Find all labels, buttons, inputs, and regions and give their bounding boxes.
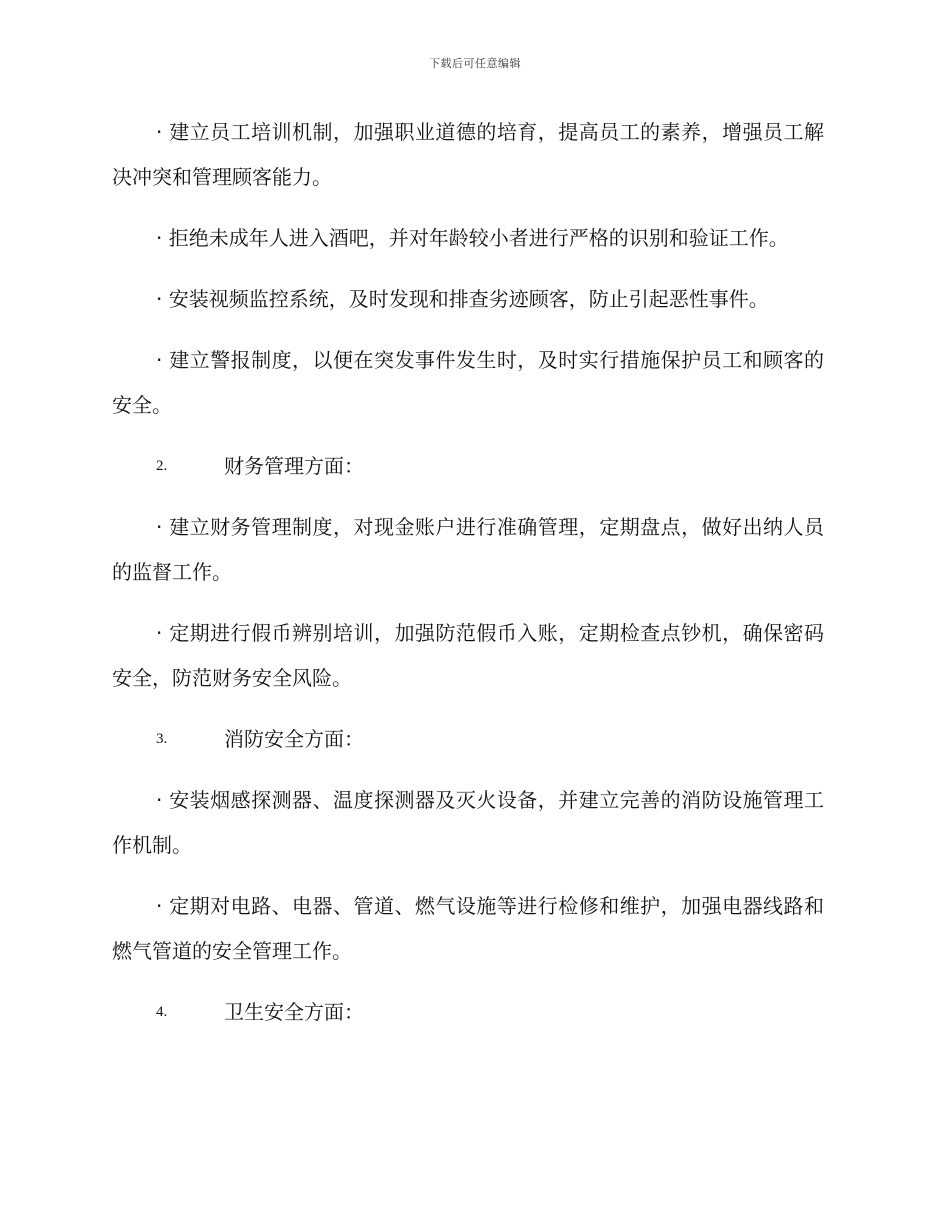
header-note: 下载后可任意编辑 (429, 57, 521, 70)
section-number: 2. (156, 458, 168, 474)
section-number: 4. (156, 1004, 168, 1020)
bullet-paragraph: · 建立财务管理制度，对现金账户进行准确管理，定期盘点，做好出纳人员的监督工作。 (112, 515, 824, 584)
bullet-paragraph: · 安装烟感探测器、温度探测器及灭火设备，并建立完善的消防设施管理工作机制。 (112, 788, 824, 857)
bullet-paragraph: · 定期对电路、电器、管道、燃气设施等进行检修和维护，加强电器线路和燃气管道的安全管理工作。 (112, 894, 824, 963)
bullet-paragraph: · 建立警报制度，以便在突发事件发生时，及时实行措施保护员工和顾客的安全。 (112, 348, 824, 417)
section-heading-4 (112, 990, 824, 1035)
document-body (112, 110, 824, 1051)
section-heading-2 (112, 444, 824, 489)
section-heading-3 (112, 717, 824, 762)
bullet-paragraph: · 建立员工培训机制，加强职业道德的培育，提高员工的素养，增强员工解决冲突和管理顾客能力。 (112, 120, 824, 189)
section-title: 消防安全方面： (224, 727, 364, 751)
bullet-paragraph: · 拒绝未成年人进入酒吧，并对年龄较小者进行严格的识别和验证工作。 (156, 226, 789, 250)
bullet-paragraph: · 安装视频监控系统，及时发现和排查劣迹顾客，防止引起恶性事件。 (156, 287, 769, 311)
section-number: 3. (156, 731, 168, 747)
section-title: 卫生安全方面： (224, 1000, 364, 1024)
bullet-paragraph: · 定期进行假币辨别培训，加强防范假币入账，定期检查点钞机，确保密码安全，防范财务安全风险。 (112, 621, 824, 690)
section-title: 财务管理方面： (224, 454, 364, 478)
